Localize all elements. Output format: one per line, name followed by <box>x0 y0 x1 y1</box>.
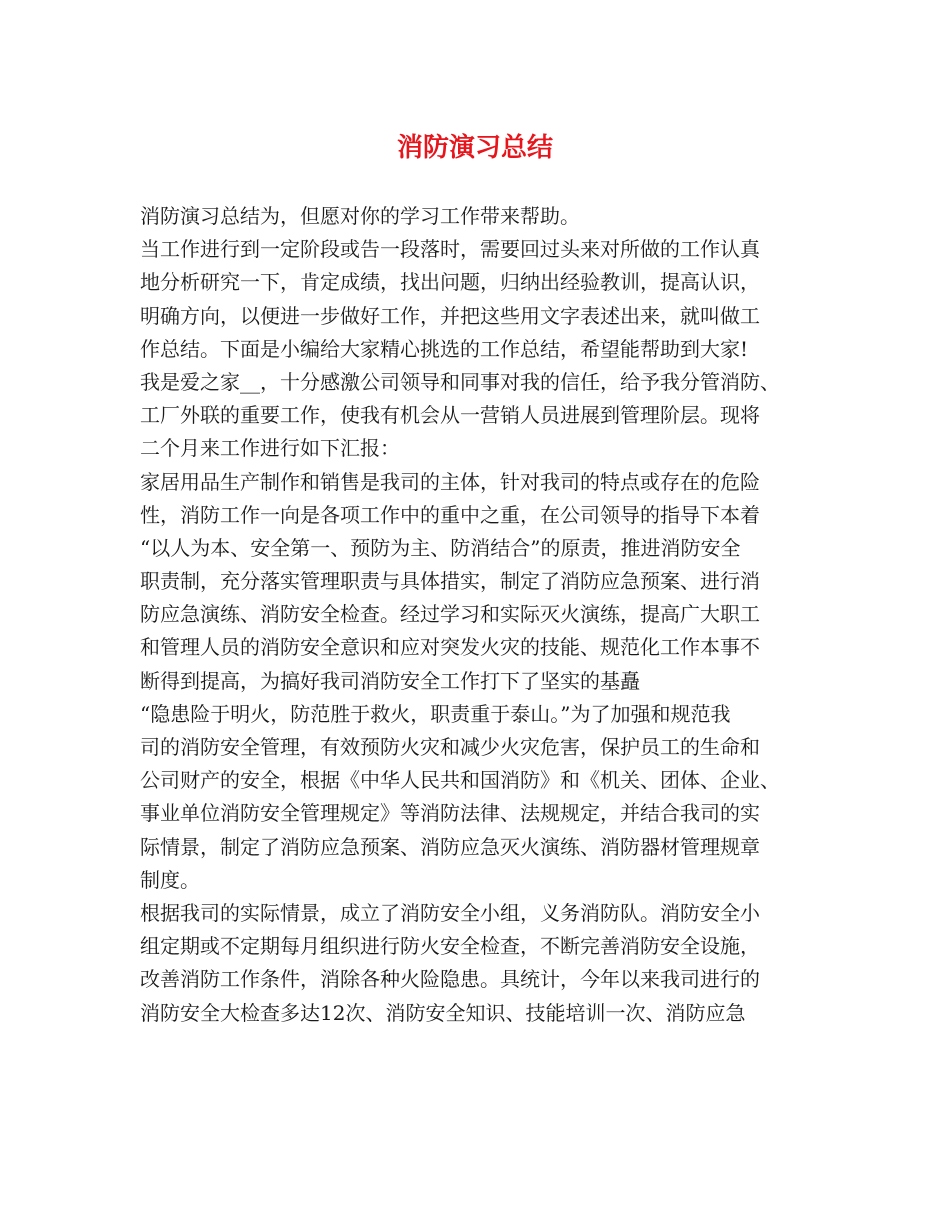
body-line: 作总结。下面是小编给大家精心挑选的工作总结，希望能帮助到大家! <box>140 336 749 361</box>
body-line: 职责制，充分落实管理职责与具体措实，制定了消防应急预案、进行消 <box>140 569 760 594</box>
body-line: “以人为本、安全第一、预防为主、防消结合”的原责，推进消防安全 <box>140 535 741 560</box>
body-line: 公司财产的安全，根据《中华人民共和国消防》和《机关、团体、企业、 <box>140 768 780 793</box>
body-line: 际情景，制定了消防应急预案、消防应急灭火演练、消防器材管理规章 <box>140 834 760 859</box>
body-line: 我是爱之家__，十分感激公司领导和同事对我的信任，给予我分管消防、 <box>140 369 780 394</box>
body-line: 当工作进行到一定阶段或告一段落时，需要回过头来对所做的工作认真 <box>140 237 760 262</box>
body-line: 二个月来工作进行如下汇报： <box>140 436 400 461</box>
body-line: 事业单位消防安全管理规定》等消防法律、法规规定，并结合我司的实 <box>140 801 760 826</box>
body-line: 和管理人员的消防安全意识和应对突发火灾的技能、规范化工作本事不 <box>140 635 760 660</box>
body-line: 改善消防工作条件，消除各种火险隐患。具统计，今年以来我司进行的 <box>140 967 760 992</box>
document-body <box>140 200 830 1030</box>
document-title: 消防演习总结 <box>396 133 553 163</box>
body-line: 家居用品生产制作和销售是我司的主体，针对我司的特点或存在的危险 <box>140 469 760 494</box>
body-line: 司的消防安全管理，有效预防火灾和减少火灾危害，保护员工的生命和 <box>140 735 760 759</box>
body-line: 制度。 <box>140 867 200 892</box>
body-line: 明确方向，以便进一步做好工作，并把这些用文字表述出来，就叫做工 <box>140 303 760 328</box>
body-line: 工厂外联的重要工作，使我有机会从一营销人员进展到管理阶层。现将 <box>140 403 760 428</box>
body-line: 地分析研究一下，肯定成绩，找出问题，归纳出经验教训，提高认识， <box>140 270 760 295</box>
body-line: 根据我司的实际情景，成立了消防安全小组，义务消防队。消防安全小 <box>140 900 760 925</box>
body-line: “隐患险于明火，防范胜于救火，职责重于泰山。”为了加强和规范我 <box>140 701 731 726</box>
body-line: 消防演习总结为，但愿对你的学习工作带来帮助。 <box>140 204 580 228</box>
body-line: 性，消防工作一向是各项工作中的重中之重，在公司领导的指导下本着 <box>140 502 760 527</box>
body-line: 断得到提高，为搞好我司消防安全工作打下了坚实的基矗 <box>140 668 640 693</box>
body-line: 消防安全大检查多达12次、消防安全知识、技能培训一次、消防应急 <box>140 1000 746 1025</box>
body-line: 组定期或不定期每月组织进行防火安全检查，不断完善消防安全设施， <box>140 934 760 959</box>
body-line: 防应急演练、消防安全检查。经过学习和实际灭火演练，提高广大职工 <box>140 602 760 627</box>
